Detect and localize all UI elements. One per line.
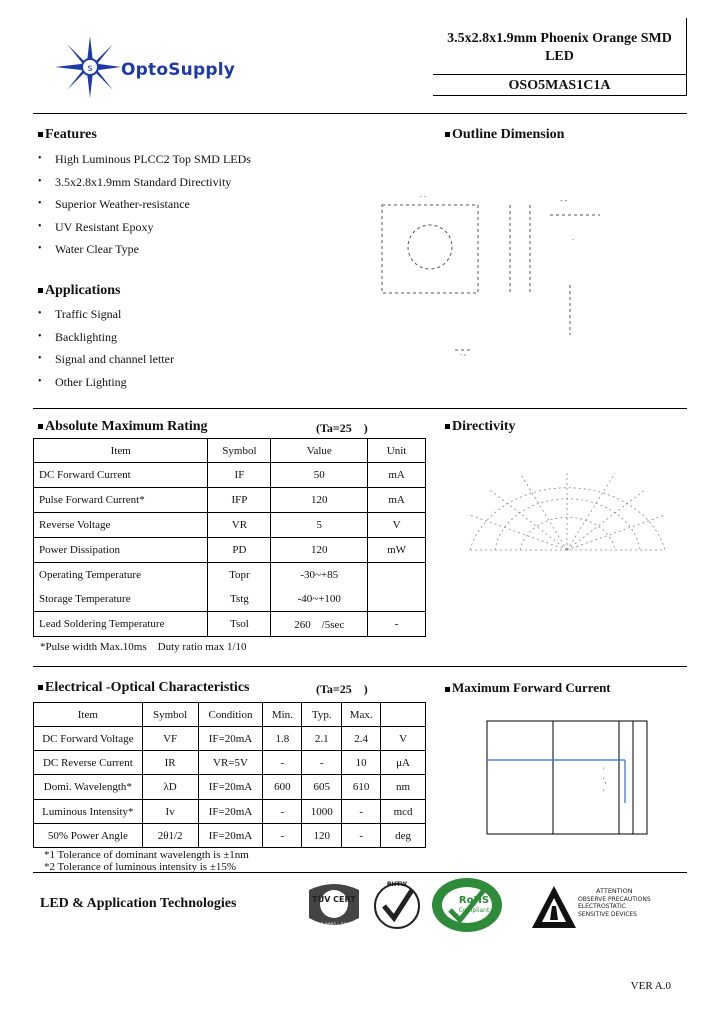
rohs-icon: [430, 876, 504, 934]
cell-item: Domi. Wavelength*: [34, 775, 143, 800]
brand-name: OptoSupply: [121, 60, 236, 80]
cell-condition: IF=20mA: [198, 775, 263, 800]
cell-unit: V: [368, 513, 426, 538]
table-row: [34, 775, 426, 800]
cell-unit: deg: [381, 824, 426, 848]
cell-symbol: λD: [142, 775, 198, 800]
header-min: Min.: [263, 703, 302, 727]
cell-min: -: [263, 751, 302, 775]
esd-line: SENSITIVE DEVICES: [578, 910, 637, 918]
cell-item: Reverse Voltage: [34, 513, 208, 538]
table-row: [34, 588, 426, 612]
max-forward-heading: [445, 680, 611, 696]
table-row: [34, 563, 426, 588]
cell-symbol: IFP: [208, 488, 271, 513]
features-heading: [38, 127, 97, 143]
eo-condition: (Ta=25 ): [316, 682, 368, 696]
eo-heading: [38, 680, 249, 696]
header-unit: [381, 703, 426, 727]
list-item: • Water Clear Type: [38, 241, 338, 264]
header-item: Item: [34, 439, 208, 463]
applications-heading-text: Applications: [45, 283, 121, 298]
svg-text:s: s: [87, 63, 93, 74]
cell-item: Storage Temperature: [34, 588, 208, 612]
product-title: [433, 30, 686, 66]
cell-item: DC Forward Voltage: [34, 727, 143, 751]
cell-unit: mA: [368, 488, 426, 513]
svg-text:',: ',: [603, 776, 607, 785]
cell-unit: nm: [381, 775, 426, 800]
directivity-heading-text: Directivity: [452, 419, 516, 434]
abs-max-note: *Pulse width Max.10ms Duty ratio max 1/10: [40, 641, 247, 653]
company-name: LED & Application Technologies: [40, 896, 237, 911]
svg-text:. .: . .: [420, 190, 426, 199]
cell-value: 5: [271, 513, 368, 538]
features-heading-text: Features: [45, 127, 97, 142]
applications-list: [38, 306, 338, 396]
list-item: • UV Resistant Epoxy: [38, 219, 338, 242]
cell-typ: 605: [302, 775, 342, 800]
star-logo-icon: [55, 36, 125, 98]
cell-item: Operating Temperature: [34, 563, 208, 588]
svg-text:. ,: . ,: [460, 348, 466, 357]
list-item: • Backlighting: [38, 329, 338, 352]
list-item: • Other Lighting: [38, 374, 338, 397]
header-symbol: Symbol: [208, 439, 271, 463]
part-number: OSO5MAS1C1A: [508, 78, 611, 93]
table-row: [34, 727, 426, 751]
cell-max: -: [342, 800, 381, 824]
directivity-heading: [445, 419, 516, 435]
header-symbol: Symbol: [142, 703, 198, 727]
footer-divider: [33, 872, 687, 873]
cell-unit: mcd: [381, 800, 426, 824]
cell-item: Pulse Forward Current*: [34, 488, 208, 513]
table-row: [34, 751, 426, 775]
phtw-cert-badge: [372, 878, 422, 930]
cell-min: -: [263, 800, 302, 824]
cell-unit: -: [368, 612, 426, 637]
table-row: [34, 513, 426, 538]
eo-heading-text: Electrical -Optical Characteristics: [45, 680, 250, 695]
cell-condition: IF=20mA: [198, 800, 263, 824]
cell-unit: mW: [368, 538, 426, 563]
cell-symbol: Tstg: [208, 588, 271, 612]
features-list: [38, 151, 338, 264]
table-row: [34, 538, 426, 563]
cell-unit: [368, 563, 426, 612]
outline-drawing: [360, 185, 620, 375]
eo-note-2: *2 Tolerance of luminous intensity is ±15%: [44, 861, 237, 873]
header-condition: Condition: [198, 703, 263, 727]
abs-max-heading: [38, 419, 208, 435]
section-divider-2: [33, 666, 687, 667]
esd-warning-badge: [530, 882, 660, 932]
section-divider-1: [33, 408, 687, 409]
version-label: VER A.0: [630, 980, 671, 992]
cell-item: Power Dissipation: [34, 538, 208, 563]
max-forward-heading-text: Maximum Forward Current: [452, 680, 611, 695]
cell-max: 610: [342, 775, 381, 800]
cell-condition: IF=20mA: [198, 727, 263, 751]
cell-min: -: [263, 824, 302, 848]
list-item: • High Luminous PLCC2 Top SMD LEDs: [38, 151, 338, 174]
cell-value: 120: [271, 488, 368, 513]
table-row: [34, 488, 426, 513]
table-header-row: [34, 439, 426, 463]
rohs-badge: [430, 876, 504, 934]
table-row: [34, 800, 426, 824]
esd-line: OBSERVE PRECAUTIONS: [578, 895, 651, 903]
svg-text:': ': [603, 766, 605, 775]
esd-line: ELECTROSTATIC: [578, 903, 626, 910]
cell-symbol: VR: [208, 513, 271, 538]
cell-symbol: Iv: [142, 800, 198, 824]
table-row: [34, 463, 426, 488]
tuv-icon: [305, 880, 363, 930]
directivity-diagram: [460, 455, 675, 575]
esd-hand-icon: [530, 882, 578, 932]
eo-note-1: *1 Tolerance of dominant wavelength is ±1nm: [44, 849, 249, 861]
rohs-sub: Compliant: [458, 907, 490, 914]
brand-logo: [55, 36, 275, 98]
svg-text:': ': [603, 788, 605, 797]
title-line-1: 3.5x2.8x1.9mm Phoenix Orange SMD: [447, 31, 672, 46]
max-forward-chart: [485, 718, 650, 838]
cell-symbol: Tsol: [208, 612, 271, 637]
rohs-label: RoHS: [458, 895, 490, 906]
tuv-label: TÜV CERT: [312, 895, 356, 904]
header-value: Value: [271, 439, 368, 463]
title-line-2: LED: [545, 49, 574, 64]
cell-max: 10: [342, 751, 381, 775]
cell-symbol: 2θ1/2: [142, 824, 198, 848]
table-row: [34, 612, 426, 637]
list-item: • Superior Weather-resistance: [38, 196, 338, 219]
applications-heading: [38, 283, 120, 299]
list-item: • Traffic Signal: [38, 306, 338, 329]
cell-item: 50% Power Angle: [34, 824, 143, 848]
header-unit: Unit: [368, 439, 426, 463]
cell-typ: 120: [302, 824, 342, 848]
header-max: Max.: [342, 703, 381, 727]
eo-notes: [44, 849, 249, 873]
esd-text: [578, 888, 651, 918]
cell-value: -40~+100: [271, 588, 368, 612]
title-box: [433, 18, 687, 96]
cell-item: DC Forward Current: [34, 463, 208, 488]
svg-text:- -: - -: [560, 196, 568, 205]
abs-max-heading-text: Absolute Maximum Rating: [45, 419, 208, 434]
cell-item: Lead Soldering Temperature: [34, 612, 208, 637]
check-seal-icon: [372, 878, 422, 930]
cell-unit: mA: [368, 463, 426, 488]
header-divider: [33, 113, 687, 114]
outline-heading-text: Outline Dimension: [452, 127, 565, 142]
cell-value: 50: [271, 463, 368, 488]
eo-table: [33, 702, 426, 848]
cell-symbol: VF: [142, 727, 198, 751]
cell-symbol: Topr: [208, 563, 271, 588]
table-row: [34, 824, 426, 848]
tuv-sub: ISO 9001 : 2000: [315, 923, 353, 928]
cell-value: -30~+85: [271, 563, 368, 588]
phtw-label: PHTW: [386, 881, 408, 888]
outline-heading: [445, 127, 564, 143]
cell-unit: μA: [381, 751, 426, 775]
tuv-cert-badge: [305, 880, 363, 930]
cell-item: Luminous Intensity*: [34, 800, 143, 824]
list-item: • 3.5x2.8x1.9mm Standard Directivity: [38, 174, 338, 197]
cell-min: 1.8: [263, 727, 302, 751]
list-item: • Signal and channel letter: [38, 351, 338, 374]
cell-min: 600: [263, 775, 302, 800]
svg-text:.: .: [572, 233, 574, 242]
cell-symbol: PD: [208, 538, 271, 563]
cell-max: 2.4: [342, 727, 381, 751]
cell-value: 120: [271, 538, 368, 563]
cell-condition: VR=5V: [198, 751, 263, 775]
cell-typ: 2.1: [302, 727, 342, 751]
header-typ: Typ.: [302, 703, 342, 727]
cell-max: -: [342, 824, 381, 848]
cell-typ: 1000: [302, 800, 342, 824]
cell-unit: V: [381, 727, 426, 751]
cell-typ: -: [302, 751, 342, 775]
table-header-row: [34, 703, 426, 727]
cell-symbol: IR: [142, 751, 198, 775]
cell-symbol: IF: [208, 463, 271, 488]
header-item: Item: [34, 703, 143, 727]
cell-value: 260 /5sec: [271, 612, 368, 637]
esd-title: ATTENTION: [596, 887, 633, 895]
abs-max-condition: (Ta=25 ): [316, 421, 368, 435]
cell-condition: IF=20mA: [198, 824, 263, 848]
abs-max-table: [33, 438, 426, 637]
cell-item: DC Reverse Current: [34, 751, 143, 775]
